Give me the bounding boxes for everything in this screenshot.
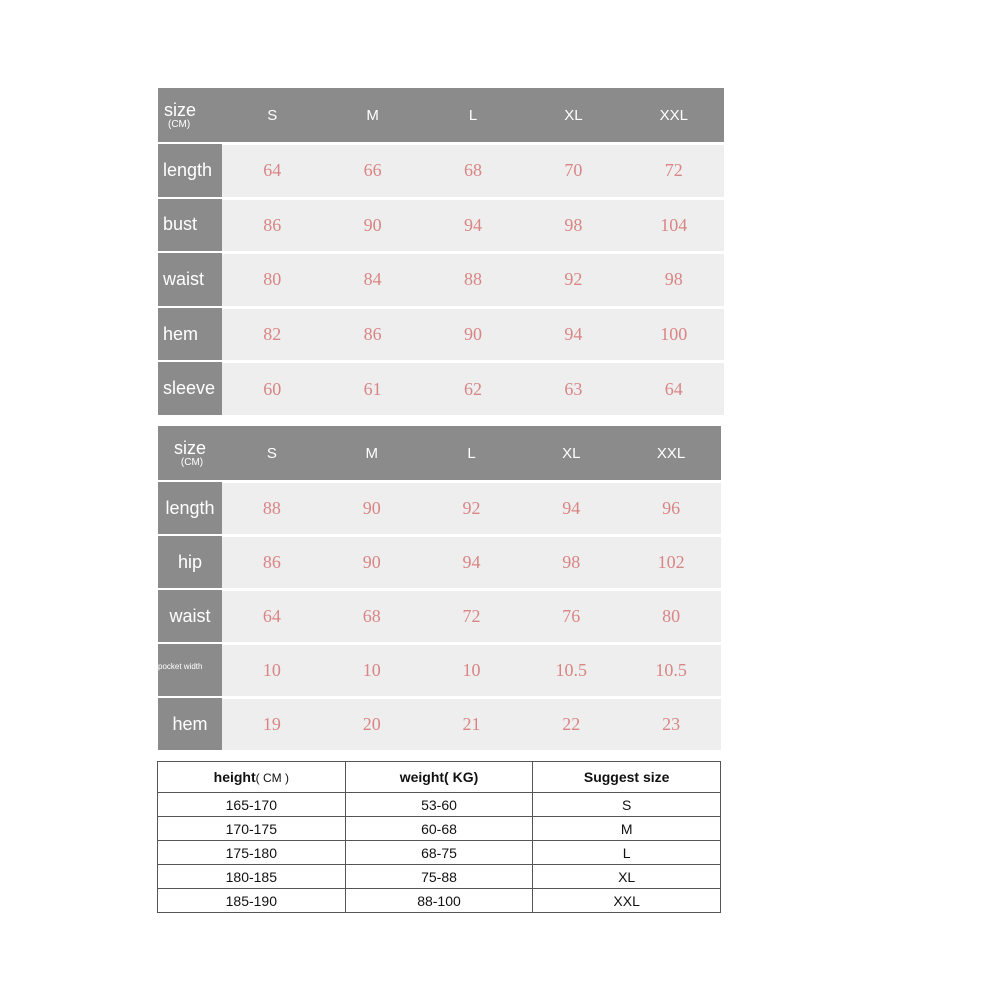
size-header-label: size — [173, 437, 206, 458]
size-header-unit: (CM) — [168, 118, 191, 130]
suggested-size: M — [533, 817, 721, 841]
measurement-value: 68 — [423, 144, 523, 197]
size-header-cell — [158, 426, 222, 480]
measurement-value: 20 — [322, 698, 422, 750]
size-header-cell — [158, 88, 222, 142]
measurement-value: 86 — [222, 199, 322, 252]
row-label-pocket-width: pocket width — [158, 644, 222, 696]
measurement-value: 10.5 — [621, 644, 721, 696]
height-range: 175-180 — [158, 841, 346, 865]
size-col-header: M — [322, 426, 422, 480]
size-col-header: XXL — [621, 426, 721, 480]
measurement-value: 60 — [222, 362, 322, 415]
measurement-value: 68 — [322, 590, 422, 642]
weight-range: 88-100 — [345, 889, 533, 913]
measurement-value: 90 — [322, 482, 422, 534]
measurement-value: 88 — [222, 482, 322, 534]
weight-header-unit: ( KG) — [444, 769, 479, 785]
measurement-value: 61 — [322, 362, 422, 415]
measurement-value: 80 — [222, 253, 322, 306]
measurement-value: 92 — [422, 482, 522, 534]
height-range: 170-175 — [158, 817, 346, 841]
row-label-waist: waist — [158, 590, 222, 642]
row-label-hip: hip — [158, 536, 222, 588]
measurement-value: 100 — [624, 308, 724, 361]
measurement-value: 23 — [621, 698, 721, 750]
measurement-value: 92 — [523, 253, 623, 306]
measurement-value: 90 — [322, 536, 422, 588]
weight-header-label: weight — [399, 769, 445, 785]
measurement-value: 22 — [521, 698, 621, 750]
measurement-value: 86 — [222, 536, 322, 588]
measurement-value: 84 — [322, 253, 422, 306]
measurement-value: 64 — [222, 590, 322, 642]
weight-range: 75-88 — [345, 865, 533, 889]
measurement-value: 76 — [521, 590, 621, 642]
measurement-value: 94 — [423, 199, 523, 252]
table-row — [158, 889, 721, 913]
suggest-size-table — [157, 761, 721, 913]
measurement-value: 10 — [222, 644, 322, 696]
size-col-header: L — [423, 88, 523, 142]
row-label-sleeve: sleeve — [158, 362, 222, 415]
suggested-size: L — [533, 841, 721, 865]
measurement-value: 102 — [621, 536, 721, 588]
measurement-value: 70 — [523, 144, 623, 197]
size-col-header: M — [322, 88, 422, 142]
height-range: 165-170 — [158, 793, 346, 817]
measurement-value: 88 — [423, 253, 523, 306]
height-range: 180-185 — [158, 865, 346, 889]
suggest-header-row — [158, 762, 721, 793]
measurement-value: 94 — [422, 536, 522, 588]
size-col-header: XXL — [624, 88, 724, 142]
measurement-value: 19 — [222, 698, 322, 750]
measurement-value: 82 — [222, 308, 322, 361]
measurement-value: 62 — [423, 362, 523, 415]
measurement-value: 72 — [422, 590, 522, 642]
size-header-unit: (CM) — [180, 456, 204, 468]
size-header-label: size — [164, 99, 197, 120]
measurement-value: 10.5 — [521, 644, 621, 696]
suggested-size: S — [533, 793, 721, 817]
measurement-value: 96 — [621, 482, 721, 534]
weight-header — [345, 762, 533, 793]
row-label-hem: hem — [158, 698, 222, 750]
measurement-value: 98 — [624, 253, 724, 306]
measurement-value: 21 — [422, 698, 522, 750]
row-label-bust: bust — [158, 199, 222, 252]
row-label-hem: hem — [158, 308, 222, 361]
size-col-header: L — [422, 426, 522, 480]
suggested-size: XL — [533, 865, 721, 889]
height-header — [158, 762, 346, 793]
measurement-value: 90 — [423, 308, 523, 361]
row-label-length: length — [158, 482, 222, 534]
measurement-value: 63 — [523, 362, 623, 415]
measurement-value: 94 — [523, 308, 623, 361]
measurement-value: 86 — [322, 308, 422, 361]
weight-range: 68-75 — [345, 841, 533, 865]
measurement-value: 64 — [222, 144, 322, 197]
suggested-size: XXL — [533, 889, 721, 913]
measurement-value: 10 — [422, 644, 522, 696]
measurement-value: 10 — [322, 644, 422, 696]
measurement-value: 64 — [624, 362, 724, 415]
height-header-unit: ( CM ) — [255, 771, 289, 785]
table-row — [158, 793, 721, 817]
size-col-header: S — [222, 426, 322, 480]
measurement-value: 66 — [322, 144, 422, 197]
height-header-label: height — [213, 769, 256, 785]
table-row — [158, 865, 721, 889]
measurement-value: 94 — [521, 482, 621, 534]
measurement-value: 72 — [624, 144, 724, 197]
table-row — [158, 841, 721, 865]
top-size-table — [158, 88, 724, 415]
size-col-header: XL — [523, 88, 623, 142]
height-range: 185-190 — [158, 889, 346, 913]
bottom-size-table — [158, 426, 721, 750]
suggest-size-header: Suggest size — [533, 762, 721, 793]
size-col-header: XL — [521, 426, 621, 480]
measurement-value: 104 — [624, 199, 724, 252]
row-label-waist: waist — [158, 253, 222, 306]
measurement-value: 98 — [523, 199, 623, 252]
size-col-header: S — [222, 88, 322, 142]
row-label-length: length — [158, 144, 222, 197]
weight-range: 53-60 — [345, 793, 533, 817]
measurement-value: 90 — [322, 199, 422, 252]
table-row — [158, 817, 721, 841]
measurement-value: 80 — [621, 590, 721, 642]
weight-range: 60-68 — [345, 817, 533, 841]
measurement-value: 98 — [521, 536, 621, 588]
